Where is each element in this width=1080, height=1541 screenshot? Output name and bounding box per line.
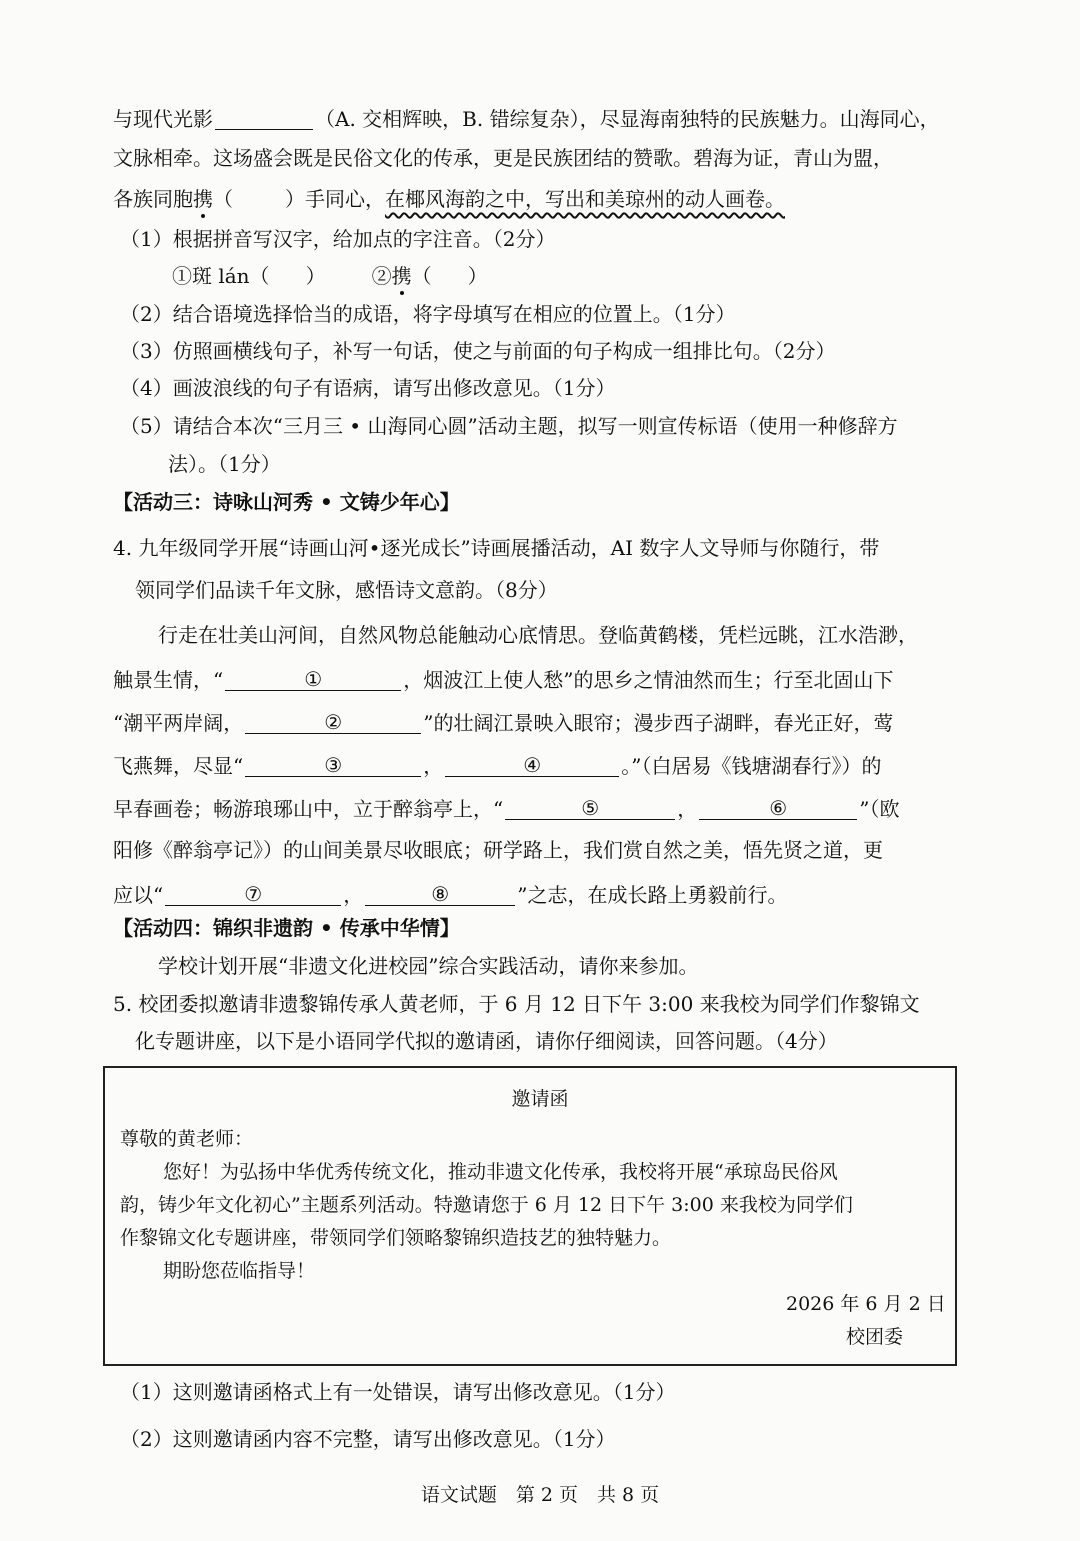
text: 应以“ <box>113 883 164 907</box>
text: 文脉相牵。这场盛会既是民俗文化的传承，更是民族团结的赞歌。碧海为证，青山为盟， <box>113 146 893 170</box>
q4-line-1: 4. 九年级同学开展“诗画山河•逐光成长”诗画展播活动，AI 数字人文导师与你随行，带 <box>113 536 880 560</box>
q3-sub-4: （4）画波浪线的句子有语病，请写出修改意见。（1分） <box>120 376 616 400</box>
text: 。”（白居易《钱塘湖春行》）的 <box>621 754 882 778</box>
text: 触景生情，“ <box>113 668 224 692</box>
q5-sub-1: （1）这则邀请函格式上有一处错误，请写出修改意见。（1分） <box>120 1380 676 1404</box>
letter-title: 邀请函 <box>511 1088 569 1110</box>
letter-body-line-3: 作黎锦文化专题讲座，带领同学们领略黎锦织造技艺的独特魅力。 <box>120 1227 672 1249</box>
blank-number: ① <box>304 667 323 691</box>
q3-sub-2: （2）结合语境选择恰当的成语，将字母填写在相应的位置上。（1分） <box>120 302 736 326</box>
text: ”（欧 <box>859 797 900 821</box>
text: ①斑 lán（ <box>172 264 270 288</box>
text: （ <box>213 187 233 211</box>
page-footer: 语文试题 第 2 页 共 8 页 <box>420 1484 660 1506</box>
letter-salutation: 尊敬的黄老师： <box>120 1128 254 1150</box>
blank-3 <box>245 754 421 777</box>
poem-paragraph-line-6: 阳修《醉翁亭记》）的山间美景尽收眼底；研学路上，我们赏自然之美，悟先贤之道，更 <box>113 838 883 862</box>
text: ） <box>305 264 326 288</box>
text: ，烟波江上使人愁”的思乡之情油然而生；行至北固山下 <box>403 668 894 692</box>
poem-paragraph-line-7 <box>113 883 787 906</box>
blank-8 <box>365 883 515 906</box>
poem-paragraph-line-3 <box>113 711 893 734</box>
text: （A. 交相辉映，B. 错综复杂），尽显海南独特的民族魅力。山海同心， <box>315 107 940 131</box>
q4-line-2: 领同学们品读千年文脉，感悟诗文意韵。（8分） <box>135 578 558 602</box>
poem-paragraph-line-1: 行走在壮美山河间，自然风物总能触动心底情思。登临黄鹤楼，凭栏远眺，江水浩渺， <box>158 623 918 647</box>
letter-body-line-1: 您好！为弘扬中华优秀传统文化，推动非遗文化传承，我校将开展“承琼岛民俗风 <box>163 1161 838 1183</box>
blank-2 <box>245 711 421 734</box>
poem-paragraph-line-2 <box>113 668 893 691</box>
poem-paragraph-line-4 <box>113 754 881 777</box>
letter-date: 2026 年 6 月 2 日 <box>786 1293 946 1315</box>
blank-number: ⑥ <box>769 796 788 820</box>
dotted-char: 携 <box>391 264 412 288</box>
q3-sub-1-items <box>172 266 488 286</box>
text: 早春画卷；畅游琅琊山中，立于醉翁亭上，“ <box>113 797 504 821</box>
wavy-underlined-sentence: 在椰风海韵之中，写出和美琼州的动人画卷。 <box>385 187 785 211</box>
q3-sub-1: （1）根据拼音写汉字，给加点的字注音。（2分） <box>120 227 556 251</box>
q5-line-1: 5. 校团委拟邀请非遗黎锦传承人黄老师，于 6 月 12 日下午 3:00 来我校为同学们作黎锦文 <box>113 992 920 1016</box>
q5-sub-2: （2）这则邀请函内容不完整，请写出修改意见。（1分） <box>120 1427 616 1451</box>
q3-sub-5-line-1: （5）请结合本次“三月三 • 山海同心圆”活动主题，拟写一则宣传标语（使用一种修辞方 <box>120 414 898 438</box>
invitation-letter-box <box>103 1066 957 1366</box>
blank-number: ⑦ <box>244 882 263 906</box>
blank-4 <box>445 754 619 777</box>
blank-number: ⑤ <box>581 796 600 820</box>
text: 与现代光影 <box>113 107 213 131</box>
blank-number: ⑧ <box>431 882 450 906</box>
paragraph-line-2 <box>113 148 893 168</box>
text: ， <box>677 797 698 821</box>
activity-4-intro: 学校计划开展“非遗文化进校园”综合实践活动，请你来参加。 <box>158 954 699 978</box>
text: 各族同胞 <box>113 187 193 211</box>
dotted-char: 携 <box>193 187 213 211</box>
text: ”的壮阔江景映入眼帘；漫步西子湖畔，春光正好，莺 <box>423 711 894 735</box>
activity-4-heading: 【活动四：锦织非遗韵 • 传承中华情】 <box>113 916 460 940</box>
blank-1 <box>225 668 401 691</box>
paragraph-line-3 <box>113 189 785 209</box>
blank-7 <box>165 883 341 906</box>
blank-6 <box>699 797 857 820</box>
blank-idiom <box>215 107 313 130</box>
letter-closing: 期盼您莅临指导！ <box>163 1260 316 1282</box>
paragraph-line-1 <box>113 107 940 130</box>
text: ）手同心， <box>285 187 385 211</box>
q5-line-2: 化专题讲座，以下是小语同学代拟的邀请函，请你仔细阅读，回答问题。（4分） <box>135 1029 838 1053</box>
text: 飞燕舞，尽显“ <box>113 754 244 778</box>
letter-signature: 校团委 <box>846 1326 904 1348</box>
q3-sub-5-line-2: 法）。（1分） <box>168 452 281 476</box>
text: ”之志，在成长路上勇毅前行。 <box>517 883 788 907</box>
text: ， <box>423 754 444 778</box>
q3-sub-3: （3）仿照画横线句子，补写一句话，使之与前面的句子构成一组排比句。（2分） <box>120 339 836 363</box>
blank-number: ③ <box>324 753 343 777</box>
text: ② <box>371 264 392 288</box>
text: ， <box>343 883 364 907</box>
blank-number: ② <box>324 710 343 734</box>
blank-number: ④ <box>523 753 542 777</box>
poem-paragraph-line-5 <box>113 797 899 820</box>
letter-body-line-2: 韵，铸少年文化初心”主题系列活动。特邀请您于 6 月 12 日下午 3:00 来我校为同学们 <box>120 1194 853 1216</box>
text: ） <box>467 264 488 288</box>
blank-5 <box>505 797 675 820</box>
activity-3-heading: 【活动三：诗咏山河秀 • 文铸少年心】 <box>113 490 460 514</box>
text: “潮平两岸阔， <box>113 711 244 735</box>
text: （ <box>411 264 432 288</box>
